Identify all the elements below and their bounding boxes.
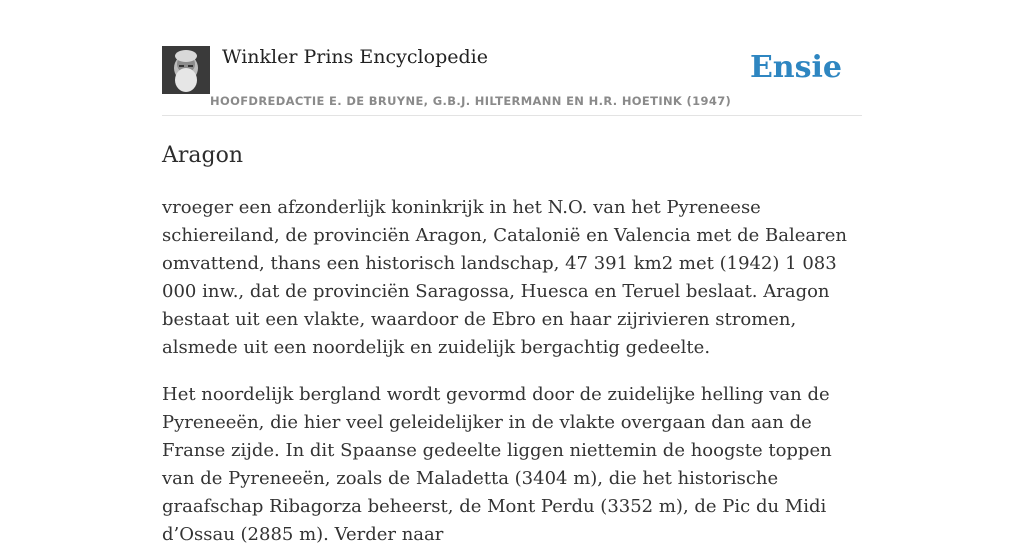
editors-line: HOOFDREDACTIE E. DE BRUYNE, G.B.J. HILTERMANN EN H.R. HOETINK (1947) [210, 94, 732, 108]
article-paragraph-2: Het noordelijk bergland wordt gevormd door de zuidelijke helling van de Pyreneeën, die hier veel geleidelijker in de vlakte overgaan dan aan de Franse zijde. In dit Spaanse gedeelte liggen niettemin de hoogste toppen van de Pyreneeën, zoals de Maladetta (3404 m), die het historische graafschap Ribagorza beheerst, de Mont Perdu (3352 m), de Pic du Midi d’Ossau (2885 m). Verder naar [162, 384, 832, 545]
article-title: Aragon [162, 143, 244, 168]
article-paragraph-1: vroeger een afzonderlijk koninkrijk in het N.O. van het Pyreneese schiereiland, de provinciën Aragon, Catalonië en Valencia met de Balearen omvattend, thans een historisch landschap, 47 391 km2 met (1942) 1 083 000 inw., dat de provinciën Saragossa, Huesca en Teruel beslaat. Aragon bestaat uit een vlakte, waardoor de Ebro en haar zijrivieren stromen, alsmede uit een noordelijk en zuidelijk bergachtig gedeelte. [162, 197, 847, 358]
author-portrait-avatar[interactable] [162, 46, 210, 94]
site-header [162, 0, 862, 116]
site-title[interactable]: Winkler Prins Encyclopedie [222, 46, 488, 68]
content-container [162, 0, 862, 549]
portrait-image [162, 46, 210, 94]
brand-logo[interactable]: Ensie [749, 50, 842, 85]
